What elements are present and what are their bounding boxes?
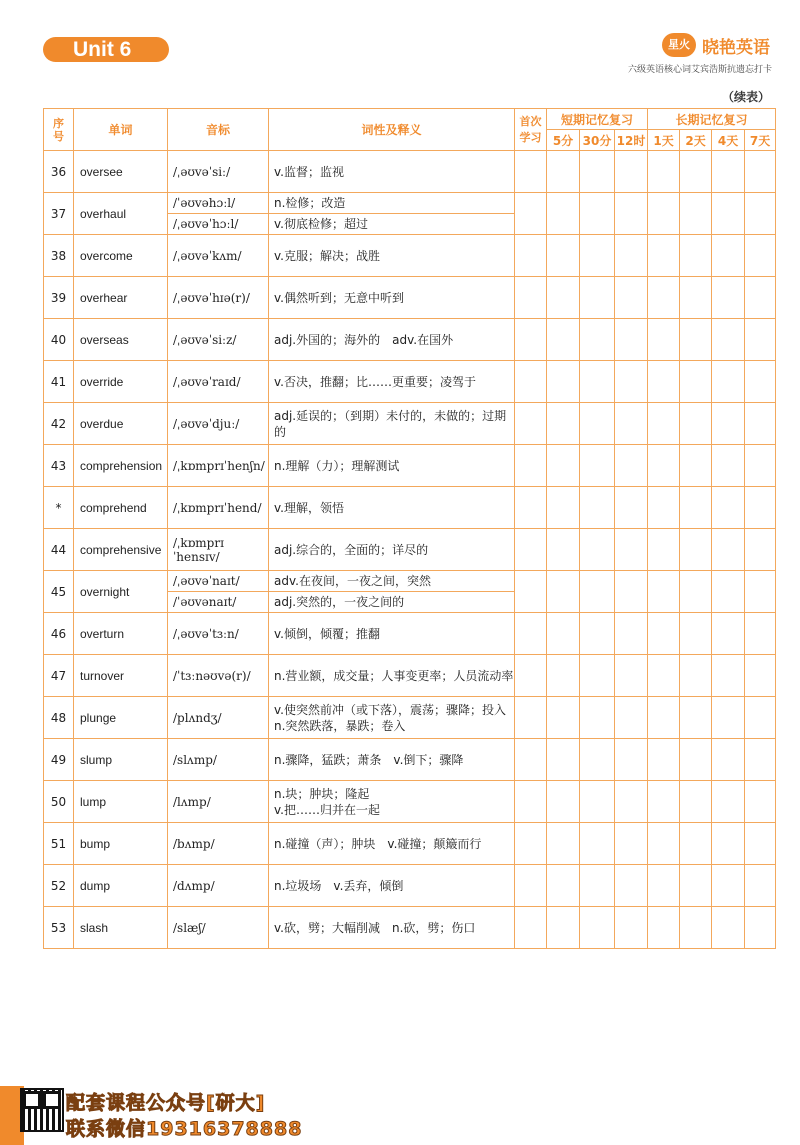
row-number: 37: [44, 193, 74, 235]
word: plunge: [74, 697, 168, 739]
review-checkbox[interactable]: [712, 529, 745, 571]
row-number: *: [44, 487, 74, 529]
review-checkbox[interactable]: [615, 865, 648, 907]
word: turnover: [74, 655, 168, 697]
review-checkbox[interactable]: [680, 739, 712, 781]
row-number: 50: [44, 781, 74, 823]
word: overhaul: [74, 193, 168, 235]
phonetic: /ˌkɒmprɪˈhensɪv/: [168, 529, 269, 571]
col-phonetic-header: 音标: [168, 109, 269, 151]
review-checkbox[interactable]: [745, 739, 776, 781]
row-number: 42: [44, 403, 74, 445]
phonetic: /plʌndʒ/: [168, 697, 269, 739]
review-checkbox[interactable]: [712, 865, 745, 907]
review-checkbox[interactable]: [712, 277, 745, 319]
meaning: n.骤降，猛跌；萧条 v.倒下；骤降: [269, 739, 515, 781]
review-checkbox[interactable]: [648, 487, 680, 529]
first-study-checkbox[interactable]: [515, 739, 547, 781]
review-checkbox[interactable]: [580, 613, 615, 655]
review-checkbox[interactable]: [580, 403, 615, 445]
review-checkbox[interactable]: [648, 319, 680, 361]
meaning: v.砍，劈；大幅削减 n.砍，劈；伤口: [269, 907, 515, 949]
phonetic: /ˌəʊvəˈhɔːl/: [168, 214, 269, 235]
review-checkbox[interactable]: [615, 739, 648, 781]
table-row: [44, 361, 776, 403]
promo-line-1: 配套课程公众号[研大]: [66, 1092, 266, 1114]
first-study-checkbox[interactable]: [515, 487, 547, 529]
review-checkbox[interactable]: [745, 529, 776, 571]
review-checkbox[interactable]: [648, 865, 680, 907]
review-checkbox[interactable]: [712, 907, 745, 949]
review-slot-header: 7天: [745, 130, 776, 151]
review-checkbox[interactable]: [580, 865, 615, 907]
review-checkbox[interactable]: [648, 277, 680, 319]
review-checkbox[interactable]: [648, 655, 680, 697]
vocab-table: [43, 108, 776, 949]
first-study-checkbox[interactable]: [515, 907, 547, 949]
phonetic: /ˌəʊvəˈdjuː/: [168, 403, 269, 445]
review-checkbox[interactable]: [615, 235, 648, 277]
review-checkbox[interactable]: [547, 403, 580, 445]
phonetic: /ˌəʊvəˈnaɪt/: [168, 571, 269, 592]
review-checkbox[interactable]: [580, 571, 615, 613]
review-checkbox[interactable]: [547, 823, 580, 865]
table-row: [44, 739, 776, 781]
review-checkbox[interactable]: [680, 403, 712, 445]
review-checkbox[interactable]: [615, 193, 648, 235]
review-checkbox[interactable]: [745, 151, 776, 193]
first-study-checkbox[interactable]: [515, 529, 547, 571]
phonetic: /ˈəʊvəhɔːl/: [168, 193, 269, 214]
review-checkbox[interactable]: [648, 823, 680, 865]
col-long-review-header: 长期记忆复习: [648, 109, 776, 130]
col-meaning-header: 词性及释义: [269, 109, 515, 151]
row-number: 52: [44, 865, 74, 907]
review-checkbox[interactable]: [648, 529, 680, 571]
review-checkbox[interactable]: [547, 613, 580, 655]
row-number: 44: [44, 529, 74, 571]
meaning: adj.突然的，一夜之间的: [269, 592, 515, 613]
col-short-review-header: 短期记忆复习: [547, 109, 648, 130]
review-checkbox[interactable]: [580, 319, 615, 361]
phonetic: /ˌkɒmprɪˈhenʃn/: [168, 445, 269, 487]
review-checkbox[interactable]: [615, 319, 648, 361]
table-row: [44, 529, 776, 571]
review-checkbox[interactable]: [547, 529, 580, 571]
table-row: [44, 445, 776, 487]
first-study-checkbox[interactable]: [515, 655, 547, 697]
meaning: n.垃圾场 v.丢弃，倾倒: [269, 865, 515, 907]
review-checkbox[interactable]: [648, 697, 680, 739]
review-checkbox[interactable]: [615, 277, 648, 319]
review-checkbox[interactable]: [680, 277, 712, 319]
review-checkbox[interactable]: [615, 361, 648, 403]
word: overcome: [74, 235, 168, 277]
first-study-checkbox[interactable]: [515, 781, 547, 823]
word: slump: [74, 739, 168, 781]
table-row: [44, 613, 776, 655]
word: overhear: [74, 277, 168, 319]
review-slot-header: 12时: [615, 130, 648, 151]
review-checkbox[interactable]: [680, 571, 712, 613]
review-checkbox[interactable]: [547, 151, 580, 193]
meaning: v.倾倒，倾覆；推翻: [269, 613, 515, 655]
review-checkbox[interactable]: [745, 319, 776, 361]
meaning: adv.在夜间，一夜之间，突然: [269, 571, 515, 592]
table-row: [44, 235, 776, 277]
meaning: n.块；肿块；隆起 v.把……归并在一起: [269, 781, 515, 823]
review-checkbox[interactable]: [648, 571, 680, 613]
review-slot-header: 30分: [580, 130, 615, 151]
review-checkbox[interactable]: [745, 361, 776, 403]
review-checkbox[interactable]: [680, 697, 712, 739]
table-row: [44, 907, 776, 949]
review-checkbox[interactable]: [615, 697, 648, 739]
phonetic: /bʌmp/: [168, 823, 269, 865]
review-checkbox[interactable]: [712, 739, 745, 781]
phonetic: /ˌəʊvəˈtɜːn/: [168, 613, 269, 655]
first-study-checkbox[interactable]: [515, 613, 547, 655]
review-checkbox[interactable]: [745, 907, 776, 949]
review-checkbox[interactable]: [712, 193, 745, 235]
table-row: [44, 781, 776, 823]
review-checkbox[interactable]: [580, 445, 615, 487]
review-checkbox[interactable]: [547, 655, 580, 697]
table-row: [44, 865, 776, 907]
row-number: 36: [44, 151, 74, 193]
promo-line-2: 联系微信19316378888: [66, 1118, 303, 1140]
phonetic: /ˈəʊvənaɪt/: [168, 592, 269, 613]
word: lump: [74, 781, 168, 823]
col-word-header: 单词: [74, 109, 168, 151]
review-checkbox[interactable]: [680, 193, 712, 235]
row-number: 48: [44, 697, 74, 739]
word: overnight: [74, 571, 168, 613]
review-checkbox[interactable]: [712, 445, 745, 487]
review-checkbox[interactable]: [745, 823, 776, 865]
review-checkbox[interactable]: [745, 235, 776, 277]
table-row: [44, 151, 776, 193]
review-checkbox[interactable]: [615, 655, 648, 697]
table-row: [44, 277, 776, 319]
first-study-checkbox[interactable]: [515, 235, 547, 277]
review-checkbox[interactable]: [680, 529, 712, 571]
review-checkbox[interactable]: [680, 865, 712, 907]
table-row: [44, 697, 776, 739]
review-checkbox[interactable]: [712, 655, 745, 697]
meaning: v.克服；解决；战胜: [269, 235, 515, 277]
review-checkbox[interactable]: [745, 193, 776, 235]
word: comprehension: [74, 445, 168, 487]
review-checkbox[interactable]: [648, 403, 680, 445]
review-checkbox[interactable]: [712, 487, 745, 529]
phonetic: /slæʃ/: [168, 907, 269, 949]
row-number: 46: [44, 613, 74, 655]
review-checkbox[interactable]: [745, 613, 776, 655]
review-checkbox[interactable]: [615, 823, 648, 865]
review-checkbox[interactable]: [680, 445, 712, 487]
review-checkbox[interactable]: [547, 487, 580, 529]
phonetic: /ˌəʊvəˈkʌm/: [168, 235, 269, 277]
review-checkbox[interactable]: [615, 571, 648, 613]
phonetic: /ˌəʊvəˈsiː/: [168, 151, 269, 193]
review-checkbox[interactable]: [547, 781, 580, 823]
first-study-checkbox[interactable]: [515, 865, 547, 907]
meaning: n.碰撞（声）；肿块 v.碰撞；颠簸而行: [269, 823, 515, 865]
review-checkbox[interactable]: [712, 571, 745, 613]
review-checkbox[interactable]: [580, 823, 615, 865]
review-slot-header: 2天: [680, 130, 712, 151]
meaning: n.检修；改造: [269, 193, 515, 214]
review-checkbox[interactable]: [680, 235, 712, 277]
review-checkbox[interactable]: [680, 361, 712, 403]
phonetic: /ˌəʊvəˈhɪə(r)/: [168, 277, 269, 319]
review-checkbox[interactable]: [547, 445, 580, 487]
first-study-checkbox[interactable]: [515, 151, 547, 193]
review-checkbox[interactable]: [680, 613, 712, 655]
review-checkbox[interactable]: [680, 319, 712, 361]
first-study-checkbox[interactable]: [515, 193, 547, 235]
meaning: v.监督；监视: [269, 151, 515, 193]
first-study-checkbox[interactable]: [515, 571, 547, 613]
review-checkbox[interactable]: [580, 655, 615, 697]
review-checkbox[interactable]: [745, 403, 776, 445]
row-number: 43: [44, 445, 74, 487]
word: comprehend: [74, 487, 168, 529]
review-checkbox[interactable]: [615, 781, 648, 823]
review-checkbox[interactable]: [580, 529, 615, 571]
meaning: v.使突然前冲（或下落），震荡；骤降；投入 n.突然跌落，暴跌；卷入: [269, 697, 515, 739]
phonetic: /ˌəʊvəˈsiːz/: [168, 319, 269, 361]
review-checkbox[interactable]: [712, 823, 745, 865]
review-checkbox[interactable]: [680, 655, 712, 697]
review-checkbox[interactable]: [712, 613, 745, 655]
word: overdue: [74, 403, 168, 445]
word: slash: [74, 907, 168, 949]
table-row: [44, 487, 776, 529]
review-checkbox[interactable]: [547, 865, 580, 907]
review-checkbox[interactable]: [648, 781, 680, 823]
phonetic: /dʌmp/: [168, 865, 269, 907]
meaning: v.否决，推翻；比……更重要；凌驾于: [269, 361, 515, 403]
review-checkbox[interactable]: [547, 571, 580, 613]
col-no-header: 序号: [44, 109, 74, 151]
table-row: [44, 655, 776, 697]
review-checkbox[interactable]: [580, 487, 615, 529]
table-row: [44, 571, 776, 592]
first-study-checkbox[interactable]: [515, 823, 547, 865]
meaning: n.营业额，成交量；人事变更率；人员流动率: [269, 655, 515, 697]
first-study-checkbox[interactable]: [515, 697, 547, 739]
review-checkbox[interactable]: [580, 193, 615, 235]
review-checkbox[interactable]: [745, 277, 776, 319]
review-checkbox[interactable]: [745, 865, 776, 907]
review-checkbox[interactable]: [745, 697, 776, 739]
review-checkbox[interactable]: [615, 613, 648, 655]
word: override: [74, 361, 168, 403]
review-checkbox[interactable]: [712, 151, 745, 193]
table-row: [44, 403, 776, 445]
meaning: adj.综合的，全面的；详尽的: [269, 529, 515, 571]
review-checkbox[interactable]: [680, 487, 712, 529]
first-study-checkbox[interactable]: [515, 319, 547, 361]
review-checkbox[interactable]: [615, 907, 648, 949]
row-number: 41: [44, 361, 74, 403]
review-checkbox[interactable]: [745, 781, 776, 823]
review-slot-header: 1天: [648, 130, 680, 151]
unit-badge: Unit 6: [43, 37, 169, 62]
review-checkbox[interactable]: [680, 907, 712, 949]
review-checkbox[interactable]: [547, 739, 580, 781]
review-checkbox[interactable]: [712, 319, 745, 361]
first-study-checkbox[interactable]: [515, 403, 547, 445]
table-row: [44, 319, 776, 361]
first-study-checkbox[interactable]: [515, 277, 547, 319]
review-checkbox[interactable]: [745, 445, 776, 487]
review-checkbox[interactable]: [615, 445, 648, 487]
review-checkbox[interactable]: [712, 403, 745, 445]
row-number: 40: [44, 319, 74, 361]
review-checkbox[interactable]: [580, 361, 615, 403]
row-number: 39: [44, 277, 74, 319]
review-checkbox[interactable]: [745, 487, 776, 529]
review-checkbox[interactable]: [680, 151, 712, 193]
row-number: 47: [44, 655, 74, 697]
review-checkbox[interactable]: [648, 739, 680, 781]
row-number: 51: [44, 823, 74, 865]
review-checkbox[interactable]: [615, 151, 648, 193]
review-slot-header: 5分: [547, 130, 580, 151]
phonetic: /ˌkɒmprɪˈhend/: [168, 487, 269, 529]
review-checkbox[interactable]: [648, 151, 680, 193]
first-study-checkbox[interactable]: [515, 361, 547, 403]
review-slot-header: 4天: [712, 130, 745, 151]
meaning: n.理解（力）；理解测试: [269, 445, 515, 487]
meaning: adj.延误的；（到期）未付的，未做的；过期的: [269, 403, 515, 445]
row-number: 38: [44, 235, 74, 277]
phonetic: /ˈtɜːnəʊvə(r)/: [168, 655, 269, 697]
review-checkbox[interactable]: [648, 613, 680, 655]
word: bump: [74, 823, 168, 865]
col-first-study-header: 首次学习: [515, 109, 547, 151]
phonetic: /lʌmp/: [168, 781, 269, 823]
word: dump: [74, 865, 168, 907]
review-checkbox[interactable]: [745, 655, 776, 697]
brand: [662, 32, 770, 58]
review-checkbox[interactable]: [680, 781, 712, 823]
meaning: v.偶然听到；无意中听到: [269, 277, 515, 319]
word: oversee: [74, 151, 168, 193]
word: comprehensive: [74, 529, 168, 571]
word: overturn: [74, 613, 168, 655]
meaning: adj.外国的；海外的 adv.在国外: [269, 319, 515, 361]
review-checkbox[interactable]: [547, 277, 580, 319]
review-checkbox[interactable]: [712, 361, 745, 403]
review-checkbox[interactable]: [648, 235, 680, 277]
continued-label: （续表）: [721, 90, 770, 104]
review-checkbox[interactable]: [580, 277, 615, 319]
review-checkbox[interactable]: [547, 235, 580, 277]
row-number: 49: [44, 739, 74, 781]
phonetic: /ˌəʊvəˈraɪd/: [168, 361, 269, 403]
review-checkbox[interactable]: [580, 781, 615, 823]
first-study-checkbox[interactable]: [515, 445, 547, 487]
review-checkbox[interactable]: [615, 403, 648, 445]
meaning: v.理解，领悟: [269, 487, 515, 529]
review-checkbox[interactable]: [547, 907, 580, 949]
review-checkbox[interactable]: [547, 319, 580, 361]
review-checkbox[interactable]: [648, 361, 680, 403]
review-checkbox[interactable]: [648, 445, 680, 487]
meaning: v.彻底检修；超过: [269, 214, 515, 235]
phonetic: /slʌmp/: [168, 739, 269, 781]
review-checkbox[interactable]: [547, 361, 580, 403]
review-checkbox[interactable]: [712, 781, 745, 823]
review-checkbox[interactable]: [547, 697, 580, 739]
word: overseas: [74, 319, 168, 361]
review-checkbox[interactable]: [615, 487, 648, 529]
table-row: [44, 823, 776, 865]
row-number: 45: [44, 571, 74, 613]
review-checkbox[interactable]: [680, 823, 712, 865]
review-checkbox[interactable]: [648, 193, 680, 235]
review-checkbox[interactable]: [580, 697, 615, 739]
qr-code-icon: [20, 1088, 64, 1132]
review-checkbox[interactable]: [580, 235, 615, 277]
brand-logo-icon: 星火: [662, 33, 696, 57]
table-row: [44, 193, 776, 214]
review-checkbox[interactable]: [648, 907, 680, 949]
review-checkbox[interactable]: [712, 235, 745, 277]
review-checkbox[interactable]: [615, 529, 648, 571]
review-checkbox[interactable]: [580, 907, 615, 949]
row-number: 53: [44, 907, 74, 949]
brand-name: 晓艳英语: [702, 37, 770, 58]
review-checkbox[interactable]: [745, 571, 776, 613]
review-checkbox[interactable]: [547, 193, 580, 235]
brand-subtitle: 六级英语核心词艾宾浩斯抗遗忘打卡: [627, 65, 772, 75]
review-checkbox[interactable]: [580, 151, 615, 193]
review-checkbox[interactable]: [712, 697, 745, 739]
review-checkbox[interactable]: [580, 739, 615, 781]
